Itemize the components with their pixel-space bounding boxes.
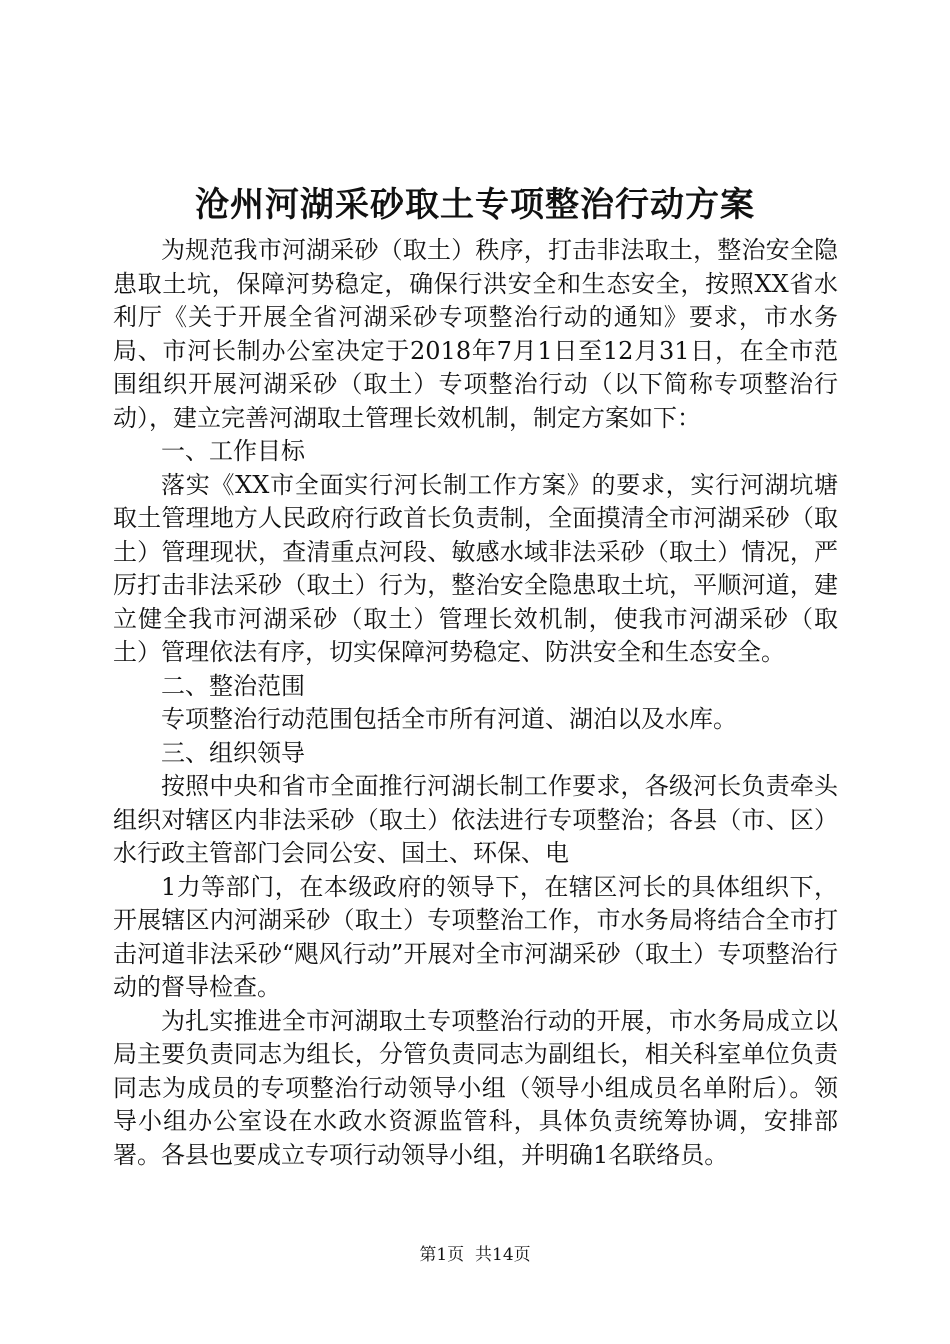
- section-heading-leadership: 三、组织领导: [161, 738, 305, 767]
- page-total: 共14页: [475, 1245, 531, 1265]
- paragraph-scope: 专项整治行动范围包括全市所有河道、湖泊以及水库。: [161, 705, 737, 733]
- paragraph-leadership: 按照中央和省市全面推行河湖长制工作要求，各级河长负责牵头组织对辖区内非法采砂（取土）依法进行专项整治；各县（市、区）水行政主管部门会同公安、国土、环保、电: [113, 772, 838, 867]
- paragraph-leadership-continued: 1力等部门，在本级政府的领导下，在辖区河长的具体组织下，开展辖区内河湖采砂（取土）专项整治工作，市水务局将结合全市打击河道非法采砂“飓风行动”开展对全市河湖采砂（取土）专项整治行动的督导检查。: [113, 872, 838, 1001]
- paragraph-intro: 为规范我市河湖采砂（取土）秩序，打击非法取土，整治安全隐患取土坑，保障河势稳定，确保行洪安全和生态安全，按照XX省水利厅《关于开展全省河湖采砂专项整治行动的通知》要求，市水务局、市河长制办公室决定于2018年7月1日至12月31日，在全市范围组织开展河湖采砂（取土）专项整治行动（以下简称专项整治行动），建立完善河湖取土管理长效机制，制定方案如下：: [113, 236, 838, 432]
- paragraph-goals: 落实《XX市全面实行河长制工作方案》的要求，实行河湖坑塘取土管理地方人民政府行政首长负责制，全面摸清全市河湖采砂（取土）管理现状，查清重点河段、敏感水域非法采砂（取土）情况，严厉打击非法采砂（取土）行为，整治安全隐患取土坑，平顺河道，建立健全我市河湖采砂（取土）管理长效机制，使我市河湖采砂（取土）管理依法有序，切实保障河势稳定、防洪安全和生态安全。: [113, 470, 838, 666]
- paragraph-leading-group: 为扎实推进全市河湖取土专项整治行动的开展，市水务局成立以局主要负责同志为组长，分管负责同志为副组长，相关科室单位负责同志为成员的专项整治行动领导小组（领导小组成员名单附后）。领导小组办公室设在水政水资源监管科，具体负责统筹协调，安排部署。各县也要成立专项行动领导小组，并明确1名联络员。: [113, 1006, 838, 1169]
- section-heading-goals: 一、工作目标: [161, 437, 305, 465]
- section-heading-scope: 二、整治范围: [161, 671, 305, 700]
- document-body: [113, 234, 838, 1172]
- page-number: 第1页: [419, 1245, 465, 1265]
- page-footer: [0, 1243, 950, 1267]
- document-title: 沧州河湖采砂取土专项整治行动方案: [195, 185, 755, 225]
